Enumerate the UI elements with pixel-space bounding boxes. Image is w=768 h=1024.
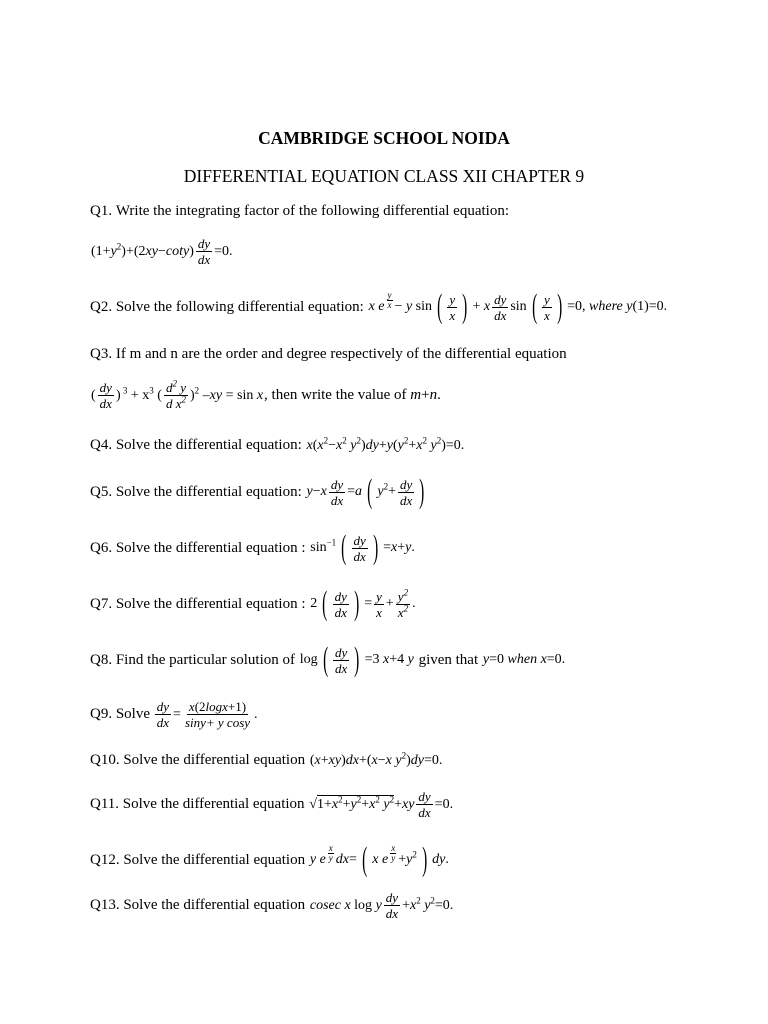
question-label: Q10. [90, 752, 120, 768]
question-label: Q8. [90, 651, 113, 668]
question-1-equation [90, 236, 234, 267]
question-8 [90, 643, 566, 677]
question-10 [90, 749, 443, 769]
equation: log ( $\frac{dy}{dx}$ ) =3 x+4 y [299, 641, 414, 678]
question-middle: given that [418, 651, 479, 668]
question-label: Q6. [90, 539, 113, 556]
condition: y=0 when x=0. [482, 652, 566, 667]
question-11 [90, 789, 454, 820]
question-label: Q3. [90, 346, 113, 362]
question-1 [90, 203, 509, 220]
question-label: Q7. [90, 595, 113, 612]
question-text: If m and n are the order and degree respectively of the differential equation [115, 346, 567, 362]
equation: 2 ( $\frac{dy}{dx}$ ) = $\frac{y}{x}$ + $\frac{y^2}{x^2}$ . [310, 585, 416, 622]
question-text: Solve the differential equation: [115, 483, 302, 500]
question-7 [90, 587, 417, 621]
question-text: Find the particular solution of [115, 651, 295, 668]
question-text: Solve the differential equation: [115, 437, 302, 453]
question-label: Q13. [90, 897, 120, 913]
question-6 [90, 531, 416, 565]
school-title: CAMBRIDGE SCHOOL NOIDA [258, 128, 510, 148]
m-plus-n: m [410, 387, 422, 403]
question-5 [90, 475, 429, 509]
equation: cosec x log y $\frac{dy}{dx}$ $+x^2$ $y^2=0$. [309, 890, 454, 921]
question-text: Solve the differential equation : [115, 539, 306, 556]
equation: $(1+y^2)+(2xy-\cot y)$ $\frac{dy}{dx}$ =0. [91, 236, 233, 267]
document-subtitle: DIFFERENTIAL EQUATION CLASS XII CHAPTER 9 [183, 166, 585, 186]
question-label: Q4. [90, 437, 113, 453]
question-tail: , then write the value of [264, 387, 407, 403]
question-label: Q11. [90, 796, 120, 812]
question-text: Solve [115, 706, 151, 722]
equation: $\sin^{-1}$ ( $\frac{dy}{dx}$ ) =x+y. [310, 529, 415, 566]
equation: (x+xy)dx+(x−x $y^2)dy=0$. [309, 749, 443, 768]
equation: y e $\frac{x}{y}$ dx= ( x e $\frac{x}{y}$ $+y^2$ ) dy. [309, 841, 449, 878]
question-3-equation: ( $\frac{dy}{dx}$ ) $^3 + x^3$ ( $\frac{d^2 y}{d x^2}$ )$^2$ –xy = sin x , then write the value of m + n . [91, 378, 441, 411]
question-text: Solve the differential equation [123, 752, 306, 768]
equation: ( $\frac{dy}{dx}$ ) $^3 + x^3$ ( $\frac{d^2 y}{d x^2}$ )$^2$ –xy = sin x [91, 378, 264, 411]
question-9 [90, 699, 259, 730]
equation: $\frac{dy}{dx}$ = $\frac{x(2\log x+1)}{\text{siny+ y cosy}}$ . [156, 699, 258, 730]
question-label: Q1. [90, 203, 113, 219]
equation: x e $\frac{y}{x}$ − y sin ( $\frac{y}{x}$ ) + x $\frac{dy}{dx}$ sin ( $\frac{y}{x}$ ) =0, where y(1)=0. [368, 288, 668, 325]
question-label: Q5. [90, 483, 113, 500]
question-text: Solve the differential equation : [115, 595, 306, 612]
question-3 [90, 346, 567, 363]
question-text: Write the integrating factor of the following differential equation: [115, 203, 509, 219]
question-4 [90, 434, 465, 454]
question-13 [90, 890, 454, 921]
equation: $√1+x^2+y^2+x^2$ $y^2+xy$ $\frac{dy}{dx}$ =0. [309, 789, 454, 820]
question-2 [90, 290, 668, 324]
question-text: Solve the differential equation [123, 851, 306, 868]
question-12 [90, 843, 450, 877]
question-text: Solve the following differential equation: [115, 298, 364, 315]
question-text: Solve the differential equation [122, 796, 305, 812]
question-label: Q12. [90, 851, 120, 868]
equation: y−x $\frac{dy}{dx}$ =a ( $y^2+$ $\frac{dy}{dx}$ ) [306, 473, 425, 510]
equation: $x(x^2-x^2$ $y^2)dy+y(y^2+x^2$ $y^2)=0$. [306, 434, 465, 453]
question-text: Solve the differential equation [123, 897, 306, 913]
question-label: Q9. [90, 706, 113, 722]
question-label: Q2. [90, 298, 113, 315]
